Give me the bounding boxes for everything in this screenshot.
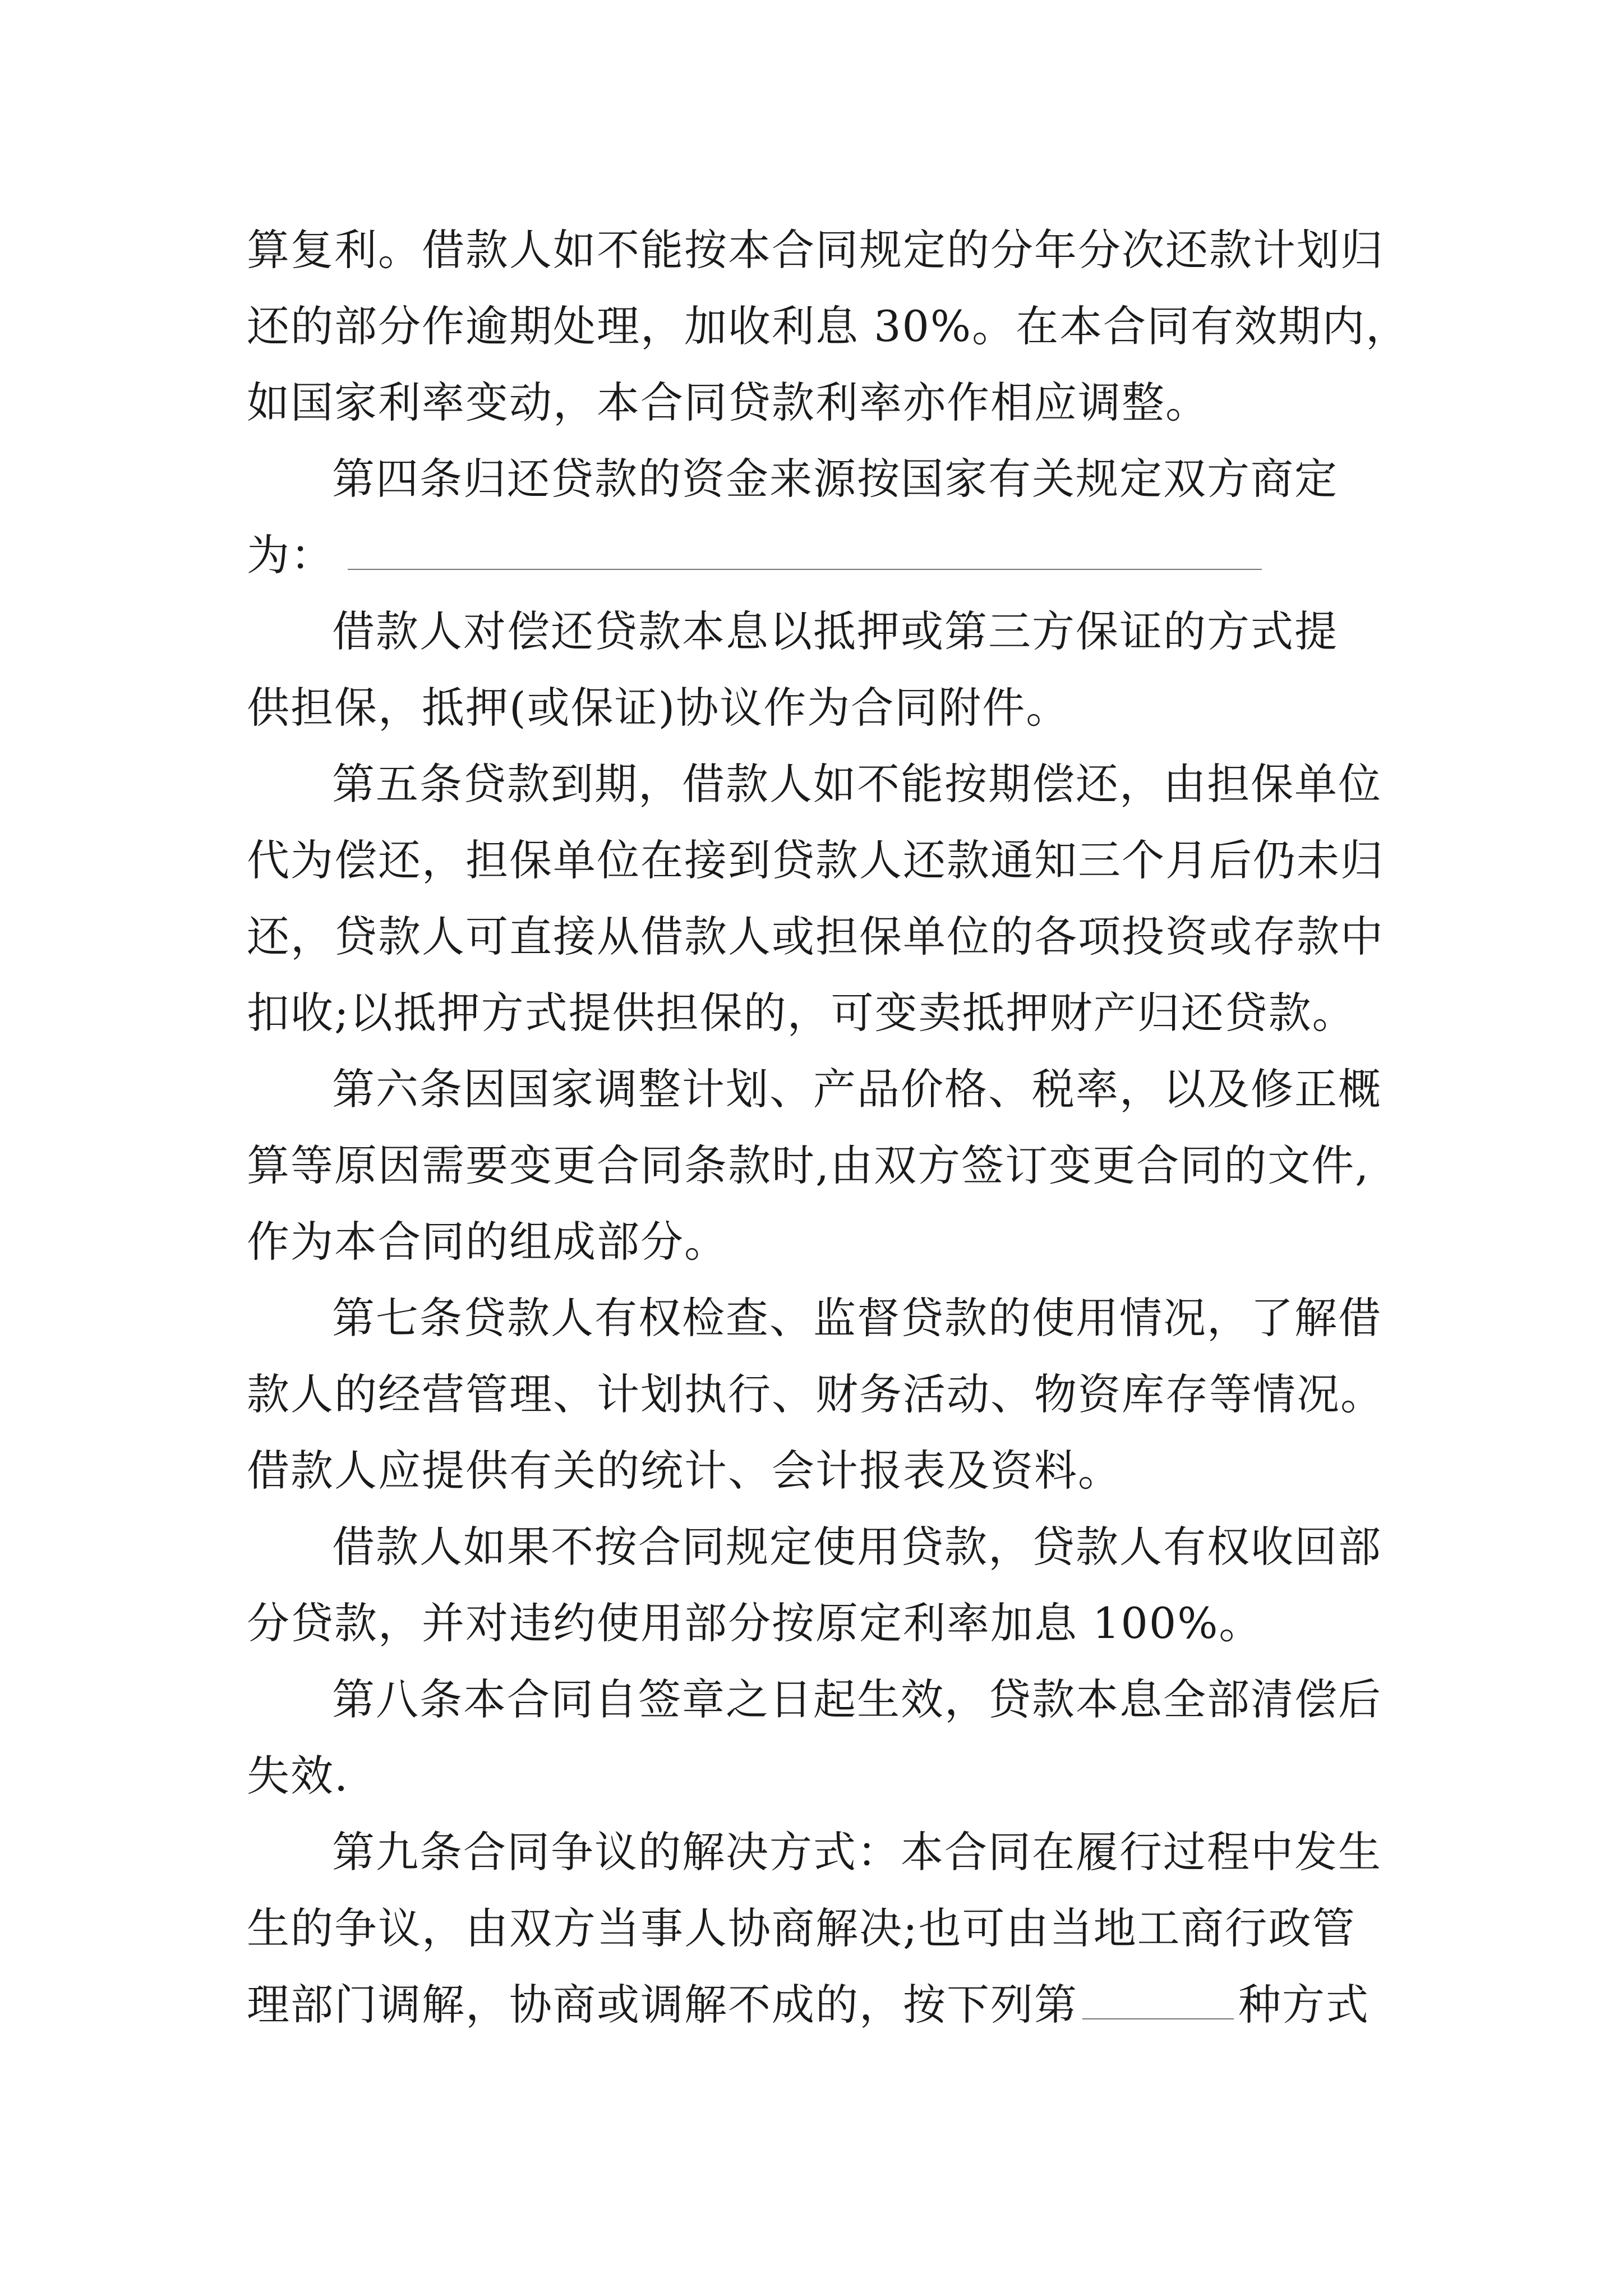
fill-in-blank [1082, 1985, 1234, 2019]
text-line: 生的争议，由双方当事人协商解决;也可由当地工商行政管 [247, 1903, 1356, 1953]
fill-in-blank [348, 535, 1262, 570]
text-line: 代为偿还，担保单位在接到贷款人还款通知三个月后仍未归 [247, 835, 1384, 885]
text-fragment: 种方式 [1238, 1980, 1370, 2030]
text-line: 供担保，抵押(或保证)协议作为合同附件。 [247, 683, 1070, 733]
text-fragment: 理部门调解，协商或调解不成的，按下列第 [247, 1980, 1078, 2030]
text-line: 借款人如果不按合同规定使用贷款，贷款人有权收回部 [332, 1522, 1382, 1572]
article-9-fill-line [247, 1967, 1380, 2043]
text-line: 算复利。借款人如不能按本合同规定的分年分次还款计划归 [247, 225, 1384, 275]
article-8-heading-line: 第八条本合同自签章之日起生效，贷款本息全部清偿后 [332, 1674, 1382, 1724]
text-line: 作为本合同的组成部分。 [247, 1217, 728, 1267]
article-4-fill-line [247, 517, 1380, 593]
article-9-heading-line: 第九条合同争议的解决方式：本合同在履行过程中发生 [332, 1827, 1382, 1877]
article-4-heading-line: 第四条归还贷款的资金来源按国家有关规定双方商定 [332, 454, 1338, 504]
article-6-heading-line: 第六条因国家调整计划、产品价格、税率，以及修正概 [332, 1064, 1382, 1114]
text-line: 款人的经营管理、计划执行、财务活动、物资库存等情况。 [247, 1369, 1384, 1419]
contract-body [247, 212, 1410, 2043]
text-line: 还的部分作逾期处理，加收利息 30%。在本合同有效期内， [247, 301, 1410, 351]
article-5-heading-line: 第五条贷款到期，借款人如不能按期偿还，由担保单位 [332, 759, 1382, 809]
text-line: 如国家利率变动，本合同贷款利率亦作相应调整。 [247, 378, 1209, 427]
text-fragment: 为： [247, 530, 334, 580]
text-line: 借款人对偿还贷款本息以抵押或第三方保证的方式提 [332, 606, 1338, 656]
text-line: 借款人应提供有关的统计、会计报表及资料。 [247, 1446, 1122, 1496]
text-line: 分贷款，并对违约使用部分按原定利率加息 100%。 [247, 1598, 1263, 1648]
article-7-heading-line: 第七条贷款人有权检查、监督贷款的使用情况，了解借 [332, 1293, 1382, 1343]
text-line: 扣收;以抵押方式提供担保的，可变卖抵押财产归还贷款。 [247, 988, 1356, 1038]
text-line: 失效. [247, 1751, 349, 1801]
text-line: 算等原因需要变更合同条款时,由双方签订变更合同的文件, [247, 1140, 1370, 1190]
text-line: 还，贷款人可直接从借款人或担保单位的各项投资或存款中 [247, 912, 1384, 961]
